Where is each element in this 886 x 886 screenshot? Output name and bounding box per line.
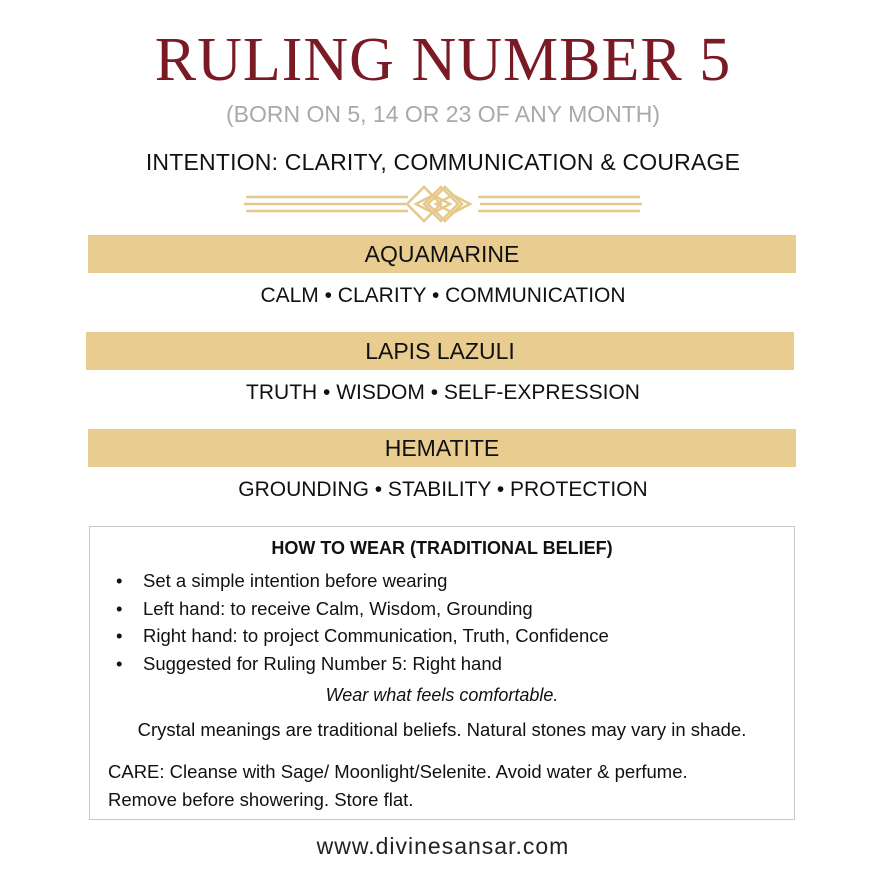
list-item-text: Right hand: to project Communication, Truth, Confidence <box>143 625 609 647</box>
how-to-wear-heading: HOW TO WEAR (TRADITIONAL BELIEF) <box>271 538 613 558</box>
comfort-note: Wear what feels comfortable. <box>325 685 559 705</box>
website-url: www.divinesansar.com <box>316 833 570 859</box>
list-item <box>112 622 609 650</box>
crystal-traits-hematite: GROUNDING • STABILITY • PROTECTION <box>238 478 648 501</box>
list-item <box>112 595 609 623</box>
how-to-wear-list <box>112 567 609 678</box>
care-instructions <box>108 758 778 814</box>
crystal-traits-lapis-lazuli: TRUTH • WISDOM • SELF-EXPRESSION <box>246 381 640 404</box>
bullet-icon: • <box>116 570 123 591</box>
art-deco-divider-icon <box>240 184 646 224</box>
list-item-text: Left hand: to receive Calm, Wisdom, Grounding <box>143 597 533 619</box>
page-title: RULING NUMBER 5 <box>154 26 732 94</box>
disclaimer-text: Crystal meanings are traditional beliefs. Natural stones may vary in shade. <box>137 719 747 740</box>
list-item <box>112 567 609 595</box>
list-item <box>112 650 609 678</box>
crystal-band-lapis-lazuli: LAPIS LAZULI <box>86 332 794 370</box>
crystal-band-hematite: HEMATITE <box>88 429 796 467</box>
how-to-wear-box <box>89 526 795 820</box>
page-subtitle: (BORN ON 5, 14 OR 23 OF ANY MONTH) <box>225 101 661 127</box>
list-item-text: Set a simple intention before wearing <box>143 570 448 591</box>
bullet-icon: • <box>116 597 123 619</box>
list-item-text: Suggested for Ruling Number 5: Right hand <box>143 653 502 675</box>
bullet-icon: • <box>116 625 123 647</box>
care-line-1: CARE: Cleanse with Sage/ Moonlight/Selenite. Avoid water & perfume. <box>108 761 688 782</box>
care-line-2: Remove before showering. Store flat. <box>108 789 414 810</box>
intention-text: INTENTION: CLARITY, COMMUNICATION & COURAGE <box>145 149 741 175</box>
crystal-traits-aquamarine: CALM • CLARITY • COMMUNICATION <box>260 284 626 307</box>
bullet-icon: • <box>116 653 123 675</box>
crystal-band-aquamarine: AQUAMARINE <box>88 235 796 273</box>
